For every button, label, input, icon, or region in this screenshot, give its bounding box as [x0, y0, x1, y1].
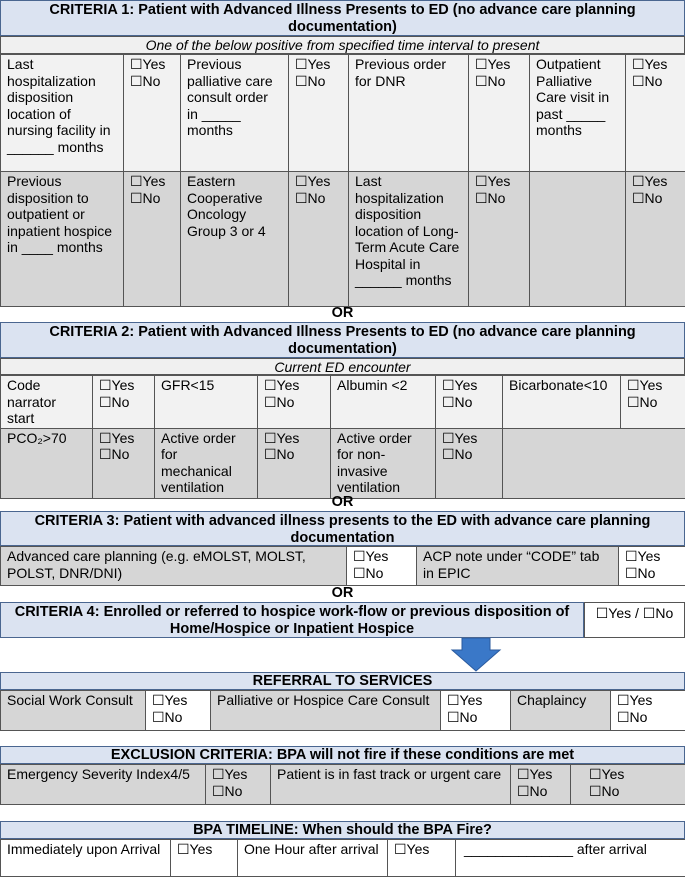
no-checkbox[interactable]: ☐No [475, 190, 523, 207]
criterion-label: PCO₂>70 [1, 428, 93, 498]
criterion-label: Albumin <2 [331, 376, 436, 429]
yes-checkbox[interactable]: ☐Yes [212, 766, 264, 783]
yes-checkbox[interactable]: ☐Yes [517, 766, 564, 783]
yes-no-choice[interactable] [621, 376, 685, 429]
no-checkbox[interactable]: ☐No [589, 783, 679, 800]
yes-no-choice[interactable] [347, 547, 417, 586]
yes-no-choice[interactable] [511, 765, 571, 805]
criterion-label: GFR<15 [155, 376, 258, 429]
custom-timeline-field[interactable]: ______________ after arrival [456, 840, 685, 877]
or-separator: OR [0, 305, 685, 322]
no-checkbox[interactable]: ☐No [130, 73, 174, 90]
yes-checkbox[interactable]: ☐Yes [632, 173, 679, 190]
criterion-label: Active order for non-invasive ventilation [331, 428, 436, 498]
yes-checkbox[interactable]: ☐Yes [152, 692, 204, 709]
referral-table [0, 690, 685, 731]
criteria2-header: CRITERIA 2: Patient with Advanced Illness Presents to ED (no advance care planning documentation) [0, 322, 685, 358]
yes-no-choice[interactable] [124, 172, 181, 307]
yes-no-choice[interactable] [469, 172, 530, 307]
referral-header: REFERRAL TO SERVICES [0, 672, 685, 690]
yes-no-choice[interactable] [626, 55, 685, 172]
or-separator: OR [0, 494, 685, 511]
criteria1-row [1, 55, 685, 172]
no-checkbox[interactable]: ☐No [447, 709, 504, 726]
yes-no-choice[interactable] [436, 428, 503, 498]
criterion-label [530, 172, 626, 307]
timeline-table [0, 839, 685, 877]
exclusion-header: EXCLUSION CRITERIA: BPA will not fire if these conditions are met [0, 746, 685, 764]
timeline-header: BPA TIMELINE: When should the BPA Fire? [0, 821, 685, 839]
empty-cell [503, 428, 685, 498]
yes-no-choice[interactable] [289, 172, 349, 307]
criteria4-answer[interactable]: ☐Yes / ☐No [584, 602, 685, 638]
yes-checkbox[interactable]: ☐Yes [625, 548, 679, 565]
criteria2-subheader: Current ED encounter [0, 358, 685, 375]
no-checkbox[interactable]: ☐No [442, 446, 496, 463]
criterion-label: Code narrator start [1, 376, 93, 429]
criteria2-row [1, 376, 685, 429]
or-separator: OR [0, 585, 685, 602]
no-checkbox[interactable]: ☐No [99, 446, 148, 463]
yes-checkbox[interactable]: ☐Yes [171, 840, 238, 877]
yes-no-choice[interactable] [436, 376, 503, 429]
no-checkbox[interactable]: ☐No [617, 709, 679, 726]
yes-checkbox[interactable]: ☐Yes [130, 56, 174, 73]
yes-no-choice[interactable] [206, 765, 271, 805]
yes-no-choice[interactable] [619, 547, 685, 586]
no-checkbox[interactable]: ☐No [99, 394, 148, 411]
down-arrow-icon [446, 638, 506, 672]
timeline-label: One Hour after arrival [238, 840, 388, 877]
yes-no-choice[interactable] [258, 376, 331, 429]
criteria1-row [1, 172, 685, 307]
yes-no-choice[interactable] [93, 428, 155, 498]
criteria1-header: CRITERIA 1: Patient with Advanced Illness Presents to ED (no advance care planning documentation) [0, 0, 685, 36]
service-label: Chaplaincy [511, 691, 611, 731]
exclusion-label: Emergency Severity Index4/5 [1, 765, 206, 805]
referral-row [1, 691, 685, 731]
yes-no-choice[interactable] [146, 691, 211, 731]
yes-checkbox[interactable]: ☐Yes [130, 173, 174, 190]
yes-checkbox[interactable]: ☐Yes [447, 692, 504, 709]
no-checkbox[interactable]: ☐No [625, 565, 679, 582]
criterion-label: Bicarbonate<10 [503, 376, 621, 429]
yes-checkbox[interactable]: ☐Yes [388, 840, 456, 877]
yes-no-choice[interactable] [258, 428, 331, 498]
no-checkbox[interactable]: ☐No [627, 394, 679, 411]
yes-checkbox[interactable]: ☐Yes [632, 56, 679, 73]
criterion-label: Previous disposition to outpatient or inpatient hospice in ____ months [1, 172, 124, 307]
criteria4-header: CRITERIA 4: Enrolled or referred to hospice work-flow or previous disposition of Home/Hospice or Inpatient Hospice [0, 602, 584, 638]
timeline-label: Immediately upon Arrival [1, 840, 171, 877]
no-checkbox[interactable]: ☐No [475, 73, 523, 90]
criteria3-header: CRITERIA 3: Patient with advanced illness presents to the ED with advance care planning documentation [0, 511, 685, 546]
criteria3-row [1, 547, 685, 586]
service-label: Social Work Consult [1, 691, 146, 731]
yes-checkbox[interactable]: ☐Yes [627, 377, 679, 394]
exclusion-table [0, 764, 685, 805]
no-checkbox[interactable]: ☐No [632, 73, 679, 90]
yes-no-choice[interactable] [571, 765, 685, 805]
no-checkbox[interactable]: ☐No [130, 190, 174, 207]
service-label: Palliative or Hospice Care Consult [211, 691, 441, 731]
yes-no-choice[interactable] [626, 172, 685, 307]
no-checkbox[interactable]: ☐No [212, 783, 264, 800]
criterion-label: Advanced care planning (e.g. eMOLST, MOLST, POLST, DNR/DNI) [1, 547, 347, 586]
yes-checkbox[interactable]: ☐Yes [589, 766, 679, 783]
criterion-label: Previous palliative care consult order in _____ months [181, 55, 289, 172]
yes-checkbox[interactable]: ☐Yes [264, 377, 324, 394]
yes-checkbox[interactable]: ☐Yes [264, 430, 324, 447]
no-checkbox[interactable]: ☐No [152, 709, 204, 726]
no-checkbox[interactable]: ☐No [632, 190, 679, 207]
criterion-label: Eastern Cooperative Oncology Group 3 or 4 [181, 172, 289, 307]
criteria1-subheader: One of the below positive from specified time interval to present [0, 36, 685, 54]
no-checkbox[interactable]: ☐No [295, 73, 342, 90]
yes-no-choice[interactable] [611, 691, 685, 731]
no-checkbox[interactable]: ☐No [442, 394, 496, 411]
yes-checkbox[interactable]: ☐Yes [442, 430, 496, 447]
yes-no-choice[interactable] [93, 376, 155, 429]
yes-checkbox[interactable]: ☐Yes [442, 377, 496, 394]
no-checkbox[interactable]: ☐No [264, 446, 324, 463]
criterion-label: Active order for mechanical ventilation [155, 428, 258, 498]
criteria2-table [0, 375, 685, 499]
yes-no-choice[interactable] [469, 55, 530, 172]
no-checkbox[interactable]: ☐No [264, 394, 324, 411]
criterion-label: Last hospitalization disposition location of Long-Term Acute Care Hospital in ______ months [349, 172, 469, 307]
yes-checkbox[interactable]: ☐Yes [99, 377, 148, 394]
criterion-label: Previous order for DNR [349, 55, 469, 172]
exclusion-row [1, 765, 685, 805]
yes-checkbox[interactable]: ☐Yes [99, 430, 148, 447]
no-checkbox[interactable]: ☐No [517, 783, 564, 800]
criterion-label: Outpatient Palliative Care visit in past _____ months [530, 55, 626, 172]
yes-checkbox[interactable]: ☐Yes [475, 173, 523, 190]
criteria2-row [1, 428, 685, 498]
yes-no-choice[interactable] [289, 55, 349, 172]
criterion-label: ACP note under “CODE” tab in EPIC [417, 547, 619, 586]
yes-checkbox[interactable]: ☐Yes [295, 173, 342, 190]
criteria1-table [0, 54, 685, 307]
yes-checkbox[interactable]: ☐Yes [353, 548, 410, 565]
yes-checkbox[interactable]: ☐Yes [295, 56, 342, 73]
yes-no-choice[interactable] [124, 55, 181, 172]
timeline-row [1, 840, 685, 877]
yes-checkbox[interactable]: ☐Yes [475, 56, 523, 73]
no-checkbox[interactable]: ☐No [295, 190, 342, 207]
no-checkbox[interactable]: ☐No [353, 565, 410, 582]
exclusion-label: Patient is in fast track or urgent care [271, 765, 511, 805]
yes-checkbox[interactable]: ☐Yes [617, 692, 679, 709]
criteria3-table [0, 546, 685, 586]
yes-no-choice[interactable] [441, 691, 511, 731]
criterion-label: Last hospitalization disposition location of nursing facility in ______ months [1, 55, 124, 172]
